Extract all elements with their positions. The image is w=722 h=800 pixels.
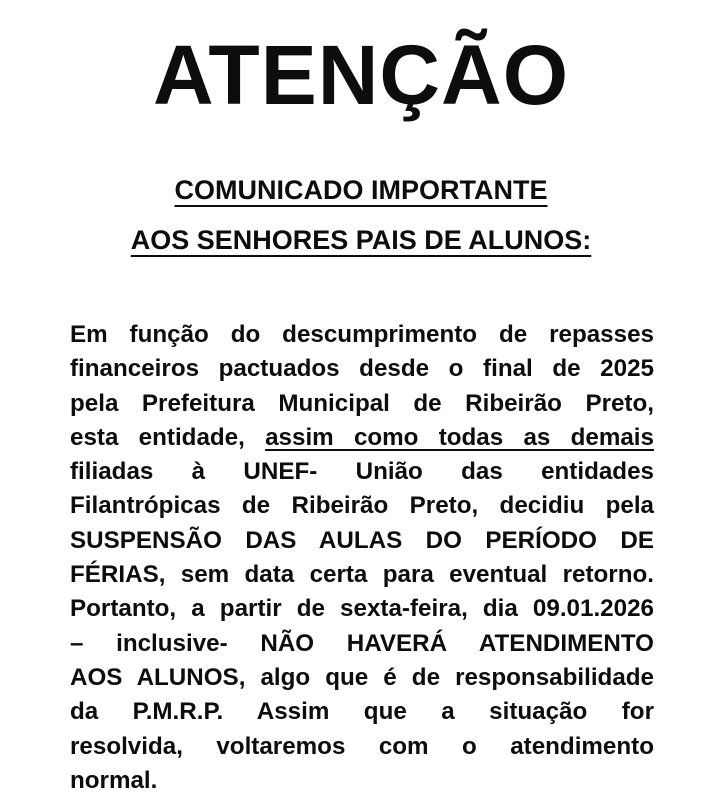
body-line: Em função do descumprimento de repasses [70, 321, 654, 348]
notice-title: ATENÇÃO [152, 28, 570, 122]
body-line: – inclusive- NÃO HAVERÁ ATENDIMENTO [70, 629, 654, 657]
body-line: Portanto, a partir de sexta-feira, dia 09.01.2026 [70, 595, 654, 623]
body-line: da P.M.R.P. Assim que a situação for [70, 698, 654, 726]
body-line-with-underline [70, 421, 654, 455]
body-line: financeiros pactuados desde o final de 2025 [70, 355, 654, 383]
underlined-phrase: assim como todas as demais [265, 423, 654, 451]
notice-subtitle-line1 [0, 173, 722, 207]
body-line: SUSPENSÃO DAS AULAS DO PERÍODO DE [70, 526, 654, 554]
body-line: normal. [70, 766, 158, 794]
subtitle-line2-text: AOS SENHORES PAIS DE ALUNOS: [130, 225, 592, 255]
notice-body [70, 318, 654, 798]
subtitle-line1-text: COMUNICADO IMPORTANTE [174, 175, 548, 205]
body-line: Filantrópicas de Ribeirão Preto, decidiu pela [70, 492, 654, 520]
body-line: FÉRIAS, sem data certa para eventual retorno. [70, 561, 654, 589]
body-line: filiadas à UNEF- União das entidades [70, 458, 654, 486]
body-line: AOS ALUNOS, algo que é de responsabilidade [70, 663, 654, 691]
body-line: resolvida, voltaremos com o atendimento [70, 732, 654, 760]
body-line-part: esta entidade, [70, 423, 245, 451]
notice-subtitle-line2 [0, 223, 722, 257]
body-line: pela Prefeitura Municipal de Ribeirão Preto, [70, 389, 654, 417]
